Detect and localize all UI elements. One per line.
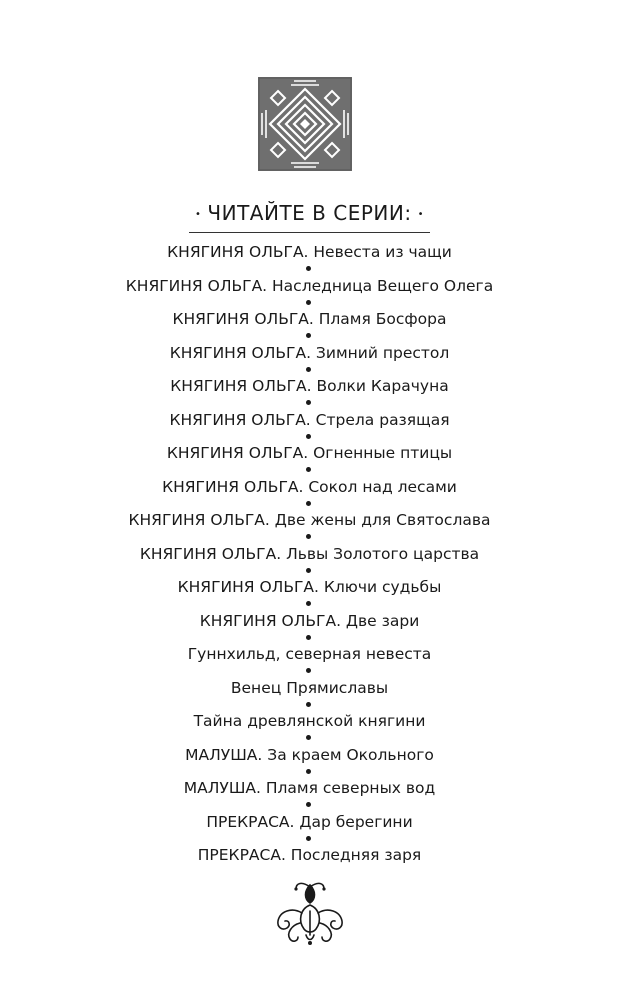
series-title: ПРЕКРАСА. Дар берегини <box>206 812 413 831</box>
separator-dot-icon <box>306 568 311 573</box>
series-title: Тайна древлянской княгини <box>193 712 426 730</box>
series-item <box>0 676 619 710</box>
heading-text: ЧИТАЙТЕ В СЕРИИ: <box>207 201 412 225</box>
separator-dot-icon <box>306 400 311 405</box>
series-item <box>0 341 619 375</box>
series-title: КНЯГИНЯ ОЛЬГА. Пламя Босфора <box>172 310 447 328</box>
series-heading <box>0 200 619 233</box>
series-title: КНЯГИНЯ ОЛЬГА. Волки Карачуна <box>170 377 449 395</box>
separator-dot-icon <box>306 769 311 774</box>
series-title: КНЯГИНЯ ОЛЬГА. Две зари <box>199 611 420 630</box>
separator-dot-icon <box>306 635 311 640</box>
separator-dot-icon <box>306 300 311 305</box>
series-title: ПРЕКРАСА. Последняя заря <box>197 846 422 864</box>
separator-dot-icon <box>306 802 311 807</box>
series-item <box>0 441 619 475</box>
floral-ornament-icon <box>272 877 348 947</box>
series-item <box>0 475 619 509</box>
separator-dot-icon <box>306 836 311 841</box>
series-item <box>0 609 619 643</box>
series-title: КНЯГИНЯ ОЛЬГА. Невеста из чащи <box>167 243 452 261</box>
series-title: КНЯГИНЯ ОЛЬГА. Зимний престол <box>169 343 450 362</box>
separator-dot-icon <box>306 467 311 472</box>
series-item <box>0 240 619 274</box>
series-title: КНЯГИНЯ ОЛЬГА. Стрела разящая <box>169 410 450 429</box>
series-title: КНЯГИНЯ ОЛЬГА. Львы Золотого царства <box>139 544 480 563</box>
separator-dot-icon <box>306 702 311 707</box>
series-item <box>0 843 619 877</box>
separator-dot-icon <box>306 367 311 372</box>
series-item <box>0 374 619 408</box>
separator-dot-icon <box>306 266 311 271</box>
slavic-pattern-emblem-icon <box>258 77 352 171</box>
series-title: Венец Прямиславы <box>230 678 389 697</box>
series-title: КНЯГИНЯ ОЛЬГА. Ключи судьбы <box>177 578 442 596</box>
separator-dot-icon <box>306 735 311 740</box>
separator-dot-icon <box>306 501 311 506</box>
series-item <box>0 776 619 810</box>
separator-dot-icon <box>306 668 311 673</box>
heading-left-mark: • <box>195 208 202 220</box>
series-item <box>0 810 619 844</box>
series-title: МАЛУША. Пламя северных вод <box>183 779 436 797</box>
series-title: КНЯГИНЯ ОЛЬГА. Сокол над лесами <box>162 477 457 496</box>
series-title: КНЯГИНЯ ОЛЬГА. Огненные птицы <box>166 444 453 462</box>
series-title: Гуннхильд, северная невеста <box>187 645 432 663</box>
series-item <box>0 743 619 777</box>
series-item <box>0 408 619 442</box>
series-item <box>0 642 619 676</box>
series-item <box>0 274 619 308</box>
series-item <box>0 542 619 576</box>
separator-dot-icon <box>306 534 311 539</box>
series-list <box>0 240 619 877</box>
series-item <box>0 709 619 743</box>
series-item <box>0 508 619 542</box>
series-item <box>0 575 619 609</box>
heading-right-mark: • <box>417 208 424 220</box>
separator-dot-icon <box>306 601 311 606</box>
separator-dot-icon <box>306 333 311 338</box>
series-title: КНЯГИНЯ ОЛЬГА. Наследница Вещего Олега <box>125 276 494 295</box>
series-title: МАЛУША. За краем Окольного <box>185 745 434 764</box>
series-title: КНЯГИНЯ ОЛЬГА. Две жены для Святослава <box>128 511 491 529</box>
separator-dot-icon <box>306 434 311 439</box>
series-item <box>0 307 619 341</box>
